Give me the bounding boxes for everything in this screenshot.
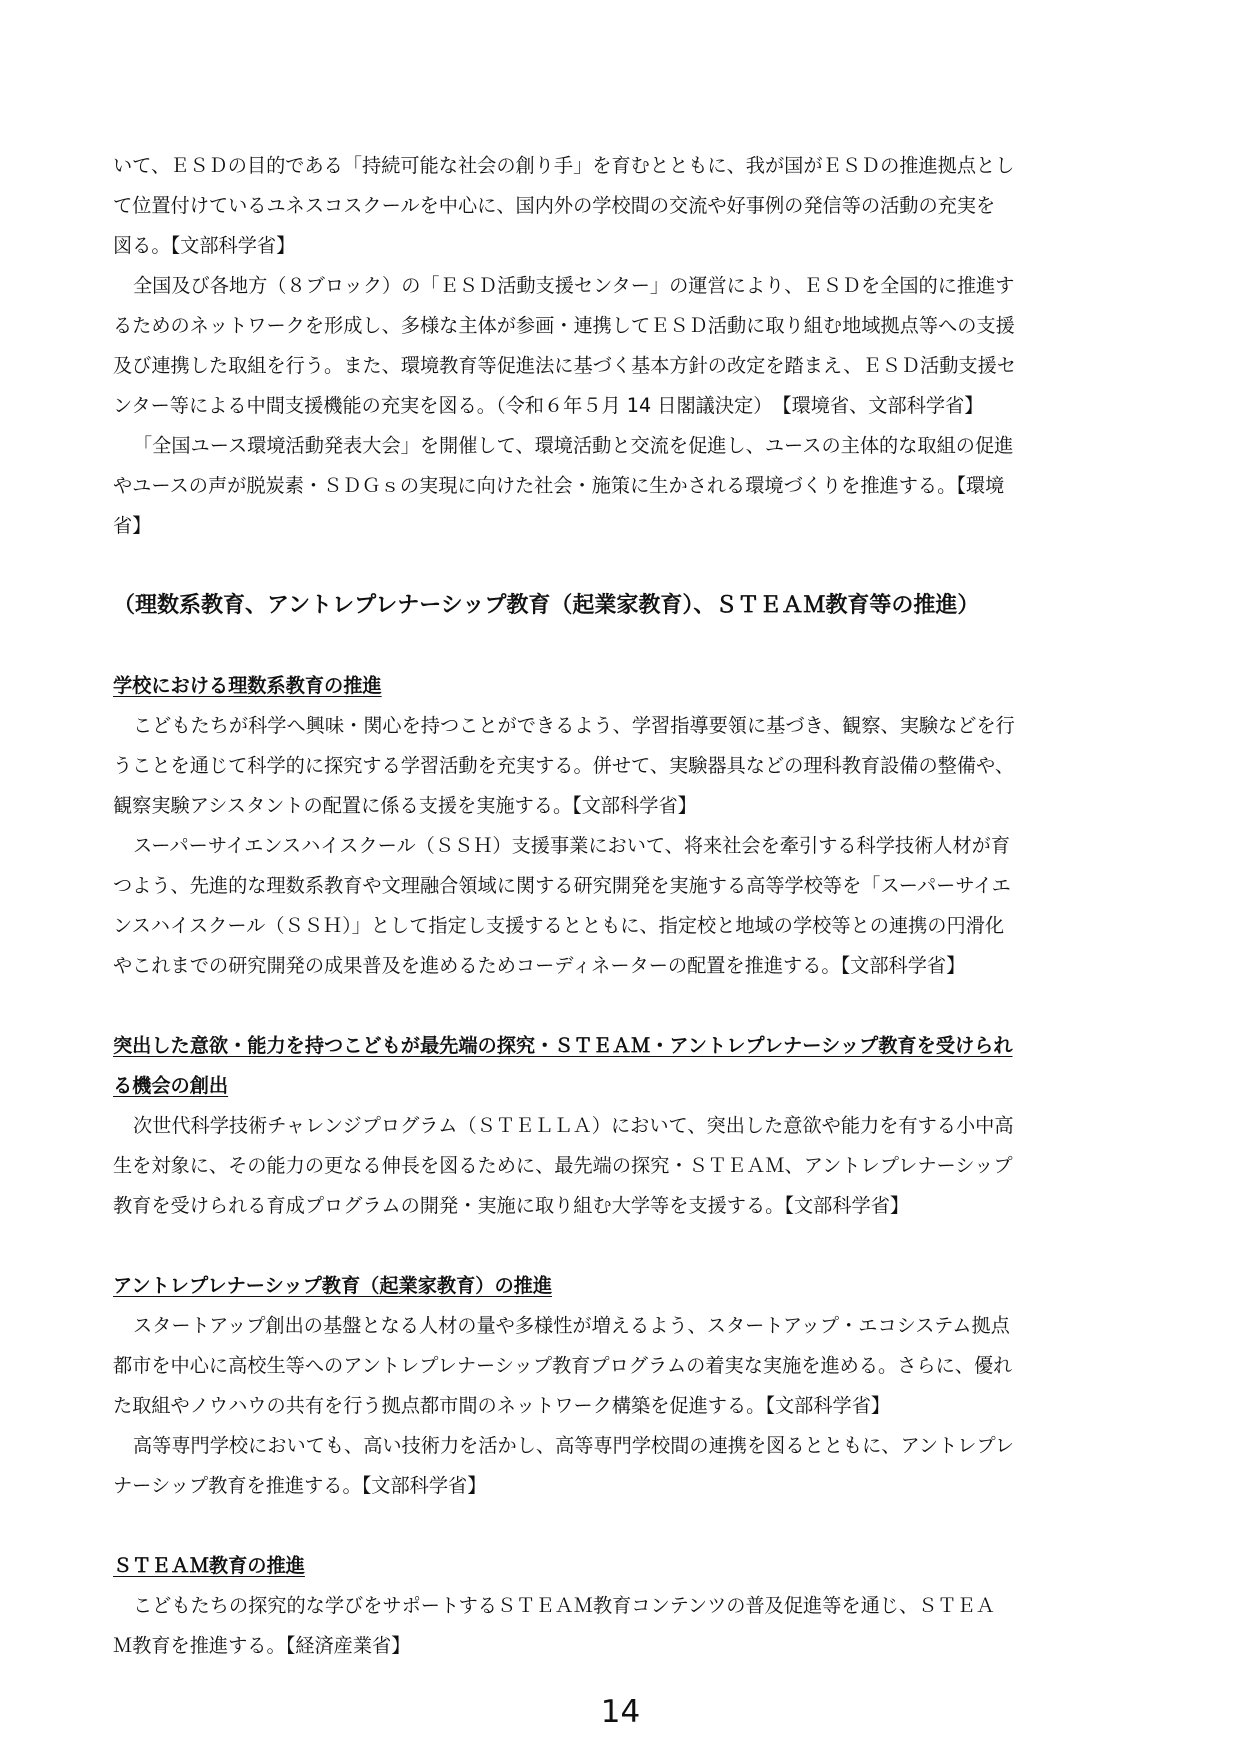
text-line: 省】 bbox=[113, 514, 152, 537]
paragraph bbox=[113, 1426, 1133, 1506]
text-line: やユースの声が脱炭素・ＳＤＧｓの実現に向けた社会・施策に生かされる環境づくりを推進する。【環境 bbox=[113, 474, 1005, 497]
text-line: こどもたちの探究的な学びをサポートするＳＴＥＡＭ教育コンテンツの普及促進等を通じ、ＳＴＥＡ bbox=[133, 1594, 995, 1617]
text-line: こどもたちが科学へ興味・関心を持つことができるよう、学習指導要領に基づき、観察、実験などを行 bbox=[133, 714, 1015, 737]
paragraph bbox=[113, 266, 1133, 426]
paragraph bbox=[113, 1586, 1133, 1666]
text-line: 及び連携した取組を行う。また、環境教育等促進法に基づく基本方針の改定を踏まえ、ＥＳＤ活動支援セ bbox=[113, 354, 1016, 377]
text-line: 教育を受けられる育成プログラムの開発・実施に取り組む大学等を支援する。【文部科学省】 bbox=[113, 1194, 910, 1217]
text-line: ナーシップ教育を推進する。【文部科学省】 bbox=[113, 1474, 487, 1497]
spacer bbox=[113, 546, 1133, 586]
text-line: うことを通じて科学的に探究する学習活動を充実する。併せて、実験器具などの理科教育設備の整備や、 bbox=[113, 754, 1015, 777]
page-content bbox=[113, 146, 1133, 1666]
text-line: 高等専門学校においても、高い技術力を活かし、高等専門学校間の連携を図るとともに、アントレプレ bbox=[133, 1434, 1015, 1457]
paragraph bbox=[113, 826, 1133, 986]
text-line: ンスハイスクール（ＳＳＨ）」として指定し支援するとともに、指定校と地域の学校等との連携の円滑化 bbox=[113, 914, 1005, 937]
paragraph bbox=[113, 146, 1133, 266]
section-title: （理数系教育、アントレプレナーシップ教育（起業家教育）、ＳＴＥＡＭ教育等の推進） bbox=[113, 593, 980, 618]
subsection-heading: 学校における理数系教育の推進 bbox=[113, 674, 382, 697]
text-line: るためのネットワークを形成し、多様な主体が参画・連携してＥＳＤ活動に取り組む地域拠点等への支援 bbox=[113, 314, 1015, 337]
text-line: 観察実験アシスタントの配置に係る支援を実施する。【文部科学省】 bbox=[113, 794, 697, 817]
text-line: いて、ＥＳＤの目的である「持続可能な社会の創り手」を育むとともに、我が国がＥＳＤの推進拠点とし bbox=[113, 154, 1015, 177]
text-line: 「全国ユース環境活動発表大会」を開催して、環境活動と交流を促進し、ユースの主体的な取組の促進 bbox=[133, 434, 1014, 457]
spacer bbox=[113, 1226, 1133, 1266]
text-line: て位置付けているユネスコスクールを中心に、国内外の学校間の交流や好事例の発信等の活動の充実を bbox=[113, 194, 996, 217]
page-number: 14 bbox=[600, 1694, 641, 1730]
text-line: 都市を中心に高校生等へのアントレプレナーシップ教育プログラムの着実な実施を進める。さらに、優れ bbox=[113, 1354, 1013, 1377]
paragraph bbox=[113, 706, 1133, 826]
text-line: 全国及び各地方（８ブロック）の「ＥＳＤ活動支援センター」の運営により、ＥＳＤを全国的に推進す bbox=[133, 274, 1015, 297]
text-line: スーパーサイエンスハイスクール（ＳＳＨ）支援事業において、将来社会を牽引する科学技術人材が育 bbox=[133, 834, 1011, 857]
spacer bbox=[113, 986, 1133, 1026]
text-line: やこれまでの研究開発の成果普及を進めるためコーディネーターの配置を推進する。【文部科学省】 bbox=[113, 954, 966, 977]
subsection-heading: ＳＴＥＡＭ教育の推進 bbox=[113, 1554, 305, 1577]
paragraph bbox=[113, 1306, 1133, 1426]
subsection-heading: アントレプレナーシップ教育（起業家教育）の推進 bbox=[113, 1274, 553, 1297]
text-line: ンター等による中間支援機能の充実を図る。（令和６年５月 14 日閣議決定） 【環境省、文部科学省】 bbox=[113, 394, 984, 417]
subsection-heading: る機会の創出 bbox=[113, 1074, 229, 1097]
text-line: た取組やノウハウの共有を行う拠点都市間のネットワーク構築を促進する。【文部科学省】 bbox=[113, 1394, 891, 1417]
text-line: スタートアップ創出の基盤となる人材の量や多様性が増えるよう、スタートアップ・エコシステム拠点 bbox=[133, 1314, 1010, 1337]
text-line: Ｍ教育を推進する。【経済産業省】 bbox=[113, 1634, 411, 1657]
subsection-heading: 突出した意欲・能力を持つこどもが最先端の探究・ＳＴＥＡＭ・アントレプレナーシップ教育を受けられ bbox=[113, 1034, 1013, 1057]
text-line: 次世代科学技術チャレンジプログラム（ＳＴＥＬＬＡ）において、突出した意欲や能力を有する小中高 bbox=[133, 1114, 1014, 1137]
text-line: 生を対象に、その能力の更なる伸長を図るために、最先端の探究・ＳＴＥＡＭ、アントレプレナーシップ bbox=[113, 1154, 1013, 1177]
paragraph bbox=[113, 1106, 1133, 1226]
spacer bbox=[113, 1506, 1133, 1546]
text-line: 図る。【文部科学省】 bbox=[113, 234, 296, 257]
spacer bbox=[113, 626, 1133, 666]
paragraph bbox=[113, 426, 1133, 546]
text-line: つよう、先進的な理数系教育や文理融合領域に関する研究開発を実施する高等学校等を「スーパーサイエ bbox=[113, 874, 1011, 897]
